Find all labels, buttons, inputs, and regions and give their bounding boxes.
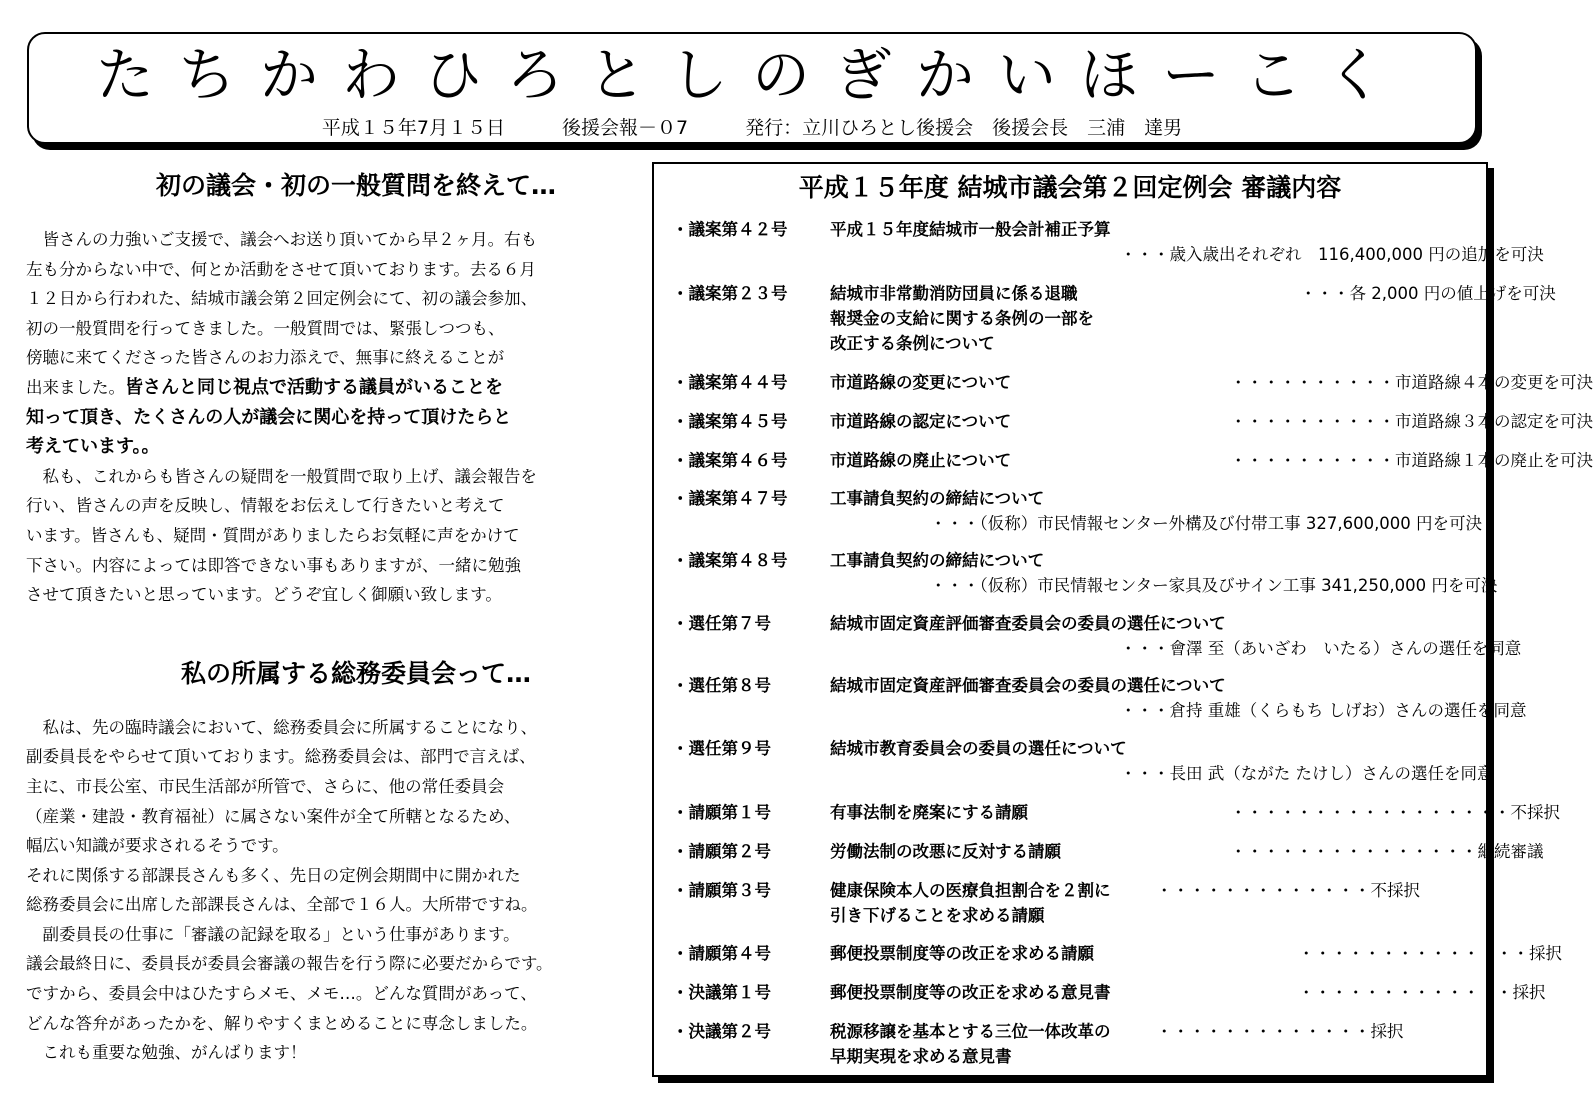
text-line: 左も分からない中で、何とか活動をさせて頂いております。去る６月 xyxy=(26,259,536,279)
item-result: ・・・・・・・・・・・・・・・・・不採択 xyxy=(1230,803,1560,822)
item-subject-line: 結城市固定資産評価審査委員会の委員の選任について xyxy=(830,676,1226,695)
left-column xyxy=(26,166,646,1068)
item-result: ・・・・・・・・・・市道路線４本の変更を可決 xyxy=(1230,373,1593,392)
item-subject-line: 市道路線の廃止について xyxy=(830,451,1012,470)
publisher: 発行：立川ひろとし後援会 後援会長 三浦 達男 xyxy=(745,117,1183,139)
masthead-info xyxy=(29,116,1475,140)
item-number: ・議案第４４号 xyxy=(672,373,788,392)
text-line: ですから、委員会中はひたすらメモ、メモ…。どんな質問があって、 xyxy=(26,984,537,1004)
item-result: ・・・・・・・・・・・・・採択 xyxy=(1298,983,1546,1002)
paragraph-first-session xyxy=(26,225,646,610)
item-subject-line: 市道路線の認定について xyxy=(830,412,1012,431)
item-subject xyxy=(830,839,1061,864)
item-result: ・・・倉持 重雄（くらもち しげお）さんの選任を同意 xyxy=(1120,701,1527,720)
item-subject xyxy=(830,800,1028,825)
item-subject-line: 早期実現を求める意見書 xyxy=(830,1047,1012,1066)
masthead xyxy=(27,32,1477,144)
deliberation-item xyxy=(672,1019,1472,1099)
item-subject xyxy=(830,673,1226,698)
item-subject-line: 税源移譲を基本とする三位一体改革の xyxy=(830,1022,1111,1041)
item-subject xyxy=(830,370,1011,395)
item-number: ・選任第７号 xyxy=(672,614,771,633)
item-result: ・・・（仮称）市民情報センター家具及びサイン工事 341,250,000 円を可決 xyxy=(930,576,1498,595)
item-number: ・請願第２号 xyxy=(672,842,771,861)
item-result: ・・・長田 武（ながた たけし）さんの選任を同意 xyxy=(1120,764,1494,783)
item-subject-line: 郵便投票制度等の改正を求める意見書 xyxy=(830,983,1111,1002)
item-subject-line: 平成１５年度結城市一般会計補正予算 xyxy=(830,220,1111,239)
item-subject xyxy=(830,611,1226,636)
item-result: ・・・歳入歳出それぞれ 116,400,000 円の追加を可決 xyxy=(1120,245,1544,264)
item-number: ・請願第４号 xyxy=(672,944,771,963)
bold-text: 皆さんと同じ視点で活動する議員がいることを xyxy=(125,376,503,398)
text-line: 行い、皆さんの声を反映し、情報をお伝えして行きたいと考えて xyxy=(26,496,505,516)
item-result: ・・・（仮称）市民情報センター外構及び付帯工事 327,600,000 円を可決 xyxy=(930,514,1483,533)
item-number: ・議案第４５号 xyxy=(672,412,788,431)
text-line: 私も、これからも皆さんの疑問を一般質問で取り上げ、議会報告を xyxy=(26,466,537,486)
newsletter-title: たちかわひろとしのぎかいほーこく xyxy=(95,41,1408,109)
item-subject-line: 工事請負契約の締結について xyxy=(830,551,1045,570)
item-number: ・請願第３号 xyxy=(672,881,771,900)
item-number: ・決議第２号 xyxy=(672,1022,771,1041)
item-subject-line: 健康保険本人の医療負担割合を２割に xyxy=(830,881,1111,900)
item-result: ・・・・・・・・・・市道路線３本の認定を可決 xyxy=(1230,412,1593,431)
item-result: ・・・・・・・・・・・・・・採択 xyxy=(1298,944,1562,963)
item-number: ・議案第４８号 xyxy=(672,551,788,570)
item-subject-line: 引き下げることを求める請願 xyxy=(830,906,1045,925)
text-line: 私は、先の臨時議会において、総務委員会に所属することになり、 xyxy=(26,717,538,737)
item-subject xyxy=(830,736,1127,761)
item-number: ・選任第９号 xyxy=(672,739,771,758)
item-subject xyxy=(830,980,1111,1005)
text-line: 主に、市長公室、市民生活部が所管で、さらに、他の常任委員会 xyxy=(26,776,505,796)
item-subject xyxy=(830,281,1094,356)
text-line: それに関係する部課長さんも多く、先日の定例会期間中に開かれた xyxy=(26,865,521,885)
bold-text-line: 知って頂き、たくさんの人が議会に関心を持って頂けたらと xyxy=(26,406,512,428)
item-result: ・・・・・・・・・・市道路線１本の廃止を可決 xyxy=(1230,451,1593,470)
text-line: 傍聴に来てくださった皆さんのお力添えで、無事に終えることが xyxy=(26,348,505,368)
issue-date: 平成１５年7月１５日 xyxy=(321,117,505,139)
item-result: ・・・各 2,000 円の値上げを可決 xyxy=(1300,284,1556,303)
item-subject-line: 結城市固定資産評価審査委員会の委員の選任について xyxy=(830,614,1226,633)
text-line: （産業・建設・教育福祉）に属さない案件が全て所轄となるため、 xyxy=(26,806,521,826)
text-line: 議会最終日に、委員長が委員会審議の報告を行う際に必要だからです。 xyxy=(26,954,553,974)
item-result: ・・・・・・・・・・・・・不採択 xyxy=(1156,881,1420,900)
item-subject xyxy=(830,448,1011,473)
item-result: ・・・・・・・・・・・・・・・継続審議 xyxy=(1230,842,1544,861)
item-subject xyxy=(830,409,1011,434)
section-heading-committee: 私の所属する総務委員会って… xyxy=(180,658,531,688)
deliberation-item xyxy=(672,281,1556,361)
item-subject xyxy=(830,941,1094,966)
deliberation-box xyxy=(652,162,1593,1077)
item-subject xyxy=(830,217,1111,242)
item-subject xyxy=(830,1019,1111,1069)
deliberation-title: 平成１５年度 結城市議会第２回定例会 審議内容 xyxy=(798,173,1342,202)
item-subject-line: 市道路線の変更について xyxy=(830,373,1012,392)
issue-number: 後援会報－０7 xyxy=(561,117,689,139)
text-line: させて頂きたいと思っています。どうぞ宜しく御願い致します。 xyxy=(26,585,502,605)
item-number: ・議案第４６号 xyxy=(672,451,788,470)
item-subject xyxy=(830,486,1044,511)
item-subject xyxy=(830,548,1044,573)
text-line: 副委員長をやらせて頂いております。総務委員会は、部門で言えば、 xyxy=(26,747,536,767)
text-line: 下さい。内容によっては即答できない事もありますが、一緒に勉強 xyxy=(26,555,521,575)
text-line: 総務委員会に出席した部課長さんは、全部で１６人。大所帯ですね。 xyxy=(26,895,538,915)
item-subject-line: 結城市非常勤消防団員に係る退職 xyxy=(830,284,1078,303)
text-line: 幅広い知識が要求されるそうです。 xyxy=(26,836,289,856)
item-subject-line: 結城市教育委員会の委員の選任について xyxy=(830,739,1127,758)
text-segment: 出来ました。 xyxy=(26,377,125,397)
item-result: ・・・・・・・・・・・・・採択 xyxy=(1156,1022,1404,1041)
item-subject-line: 労働法制の改悪に反対する請願 xyxy=(830,842,1061,861)
section-heading-first-session: 初の議会・初の一般質問を終えて… xyxy=(155,171,556,200)
item-result: ・・・會澤 至（あいざわ いたる）さんの選任を同意 xyxy=(1120,639,1522,658)
text-line: どんな答弁があったかを、解りやすくまとめることに専念しました。 xyxy=(26,1013,538,1033)
item-subject-line: 有事法制を廃案にする請願 xyxy=(830,803,1028,822)
bold-text-line: 考えています。。 xyxy=(26,436,160,458)
text-line: 皆さんの力強いご支援で、議会へお送り頂いてから早２ヶ月。右も xyxy=(26,230,538,249)
item-number: ・議案第２３号 xyxy=(672,284,788,303)
text-line: 初の一般質問を行ってきました。一般質問では、緊張しつつも、 xyxy=(26,318,505,338)
item-subject-line: 改正する条例について xyxy=(830,334,995,353)
item-subject-line: 工事請負契約の締結について xyxy=(830,489,1045,508)
item-number: ・決議第１号 xyxy=(672,983,771,1002)
item-subject xyxy=(830,878,1111,928)
item-number: ・請願第１号 xyxy=(672,803,771,822)
item-number: ・選任第８号 xyxy=(672,676,771,695)
item-number: ・議案第４７号 xyxy=(672,489,788,508)
item-number: ・議案第４２号 xyxy=(672,220,788,239)
paragraph-committee xyxy=(26,713,646,1068)
item-subject-line: 報奨金の支給に関する条例の一部を xyxy=(830,309,1094,328)
text-line: １２日から行われた、結城市議会第２回定例会にて、初の議会参加、 xyxy=(26,289,538,309)
item-subject-line: 郵便投票制度等の改正を求める請願 xyxy=(830,944,1094,963)
text-line xyxy=(26,373,646,403)
text-line: います。皆さんも、疑問・質問がありましたらお気軽に声をかけて xyxy=(26,525,520,545)
text-line: これも重要な勉強、がんばります！ xyxy=(26,1043,307,1063)
text-line: 副委員長の仕事に「審議の記録を取る」という仕事があります。 xyxy=(26,924,520,944)
